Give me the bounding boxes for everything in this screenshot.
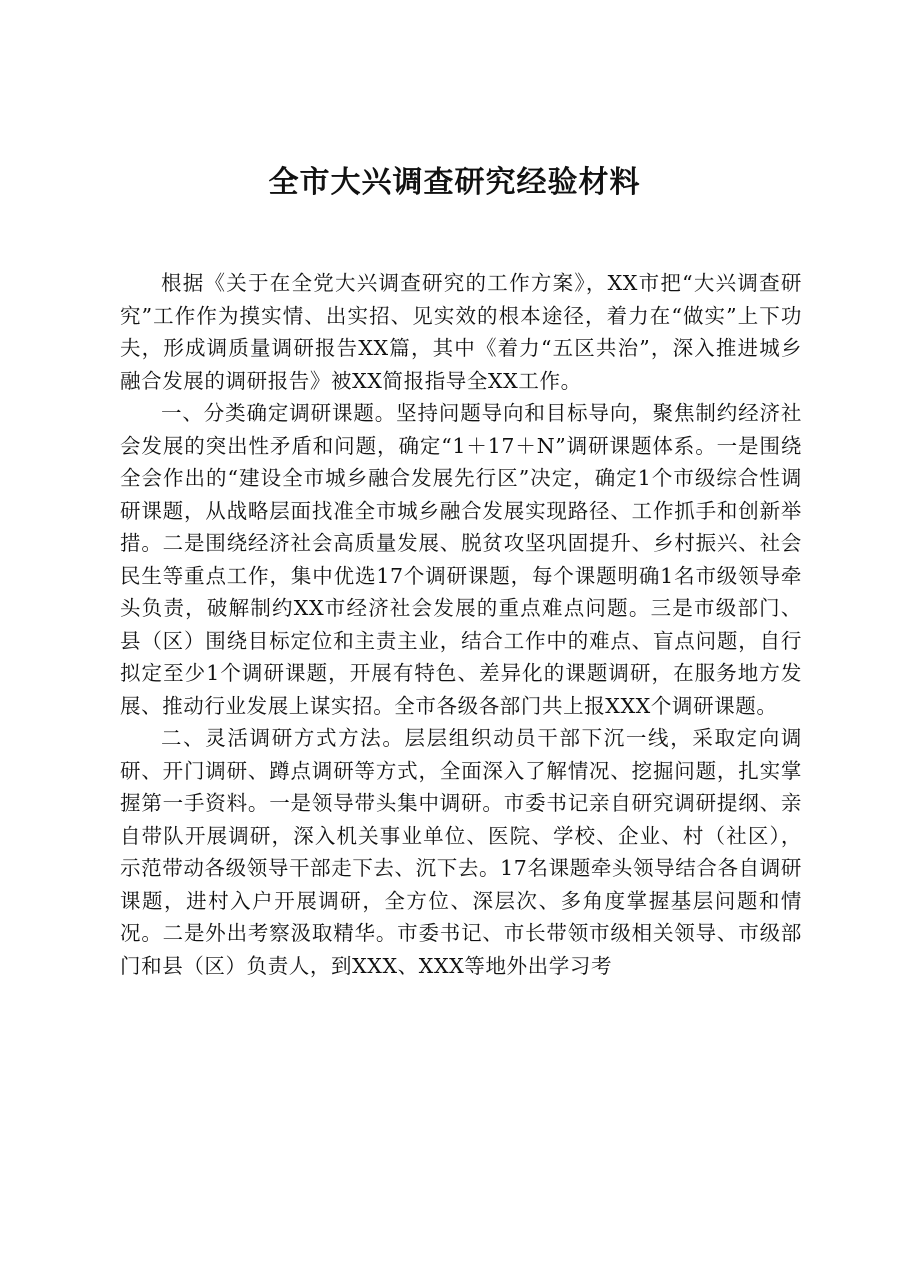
- paragraph-intro: 根据《关于在全党大兴调查研究的工作方案》，XX市把“大兴调查研究”工作作为摸实情、出实招、见实效的根本途径，着力在“做实”上下功夫，形成调质量调研报告XX篇，其中《着力“五区共治”，深入推进城乡融合发展的调研报告》被XX简报指导全XX工作。: [120, 271, 802, 393]
- paragraph-section-1: 一、分类确定调研课题。坚持问题导向和目标导向，聚焦制约经济社会发展的突出性矛盾和问题，确定“1＋17＋N”调研课题体系。一是围绕全会作出的“建设全市城乡融合发展先行区”决定，确定1个市级综合性调研课题，从战略层面找准全市城乡融合发展实现路径、工作抓手和创新举措。二是围绕经济社会高质量发展、脱贫攻坚巩固提升、乡村振兴、社会民生等重点工作，集中优选17个调研课题，每个课题明确1名市级领导牵头负责，破解制约XX市经济社会发展的重点难点问题。三是市级部门、县（区）围绕目标定位和主责主业，结合工作中的难点、盲点问题，自行拟定至少1个调研课题，开展有特色、差异化的课题调研，在服务地方发展、推动行业发展上谋实招。全市各级各部门共上报XXX个调研课题。: [120, 401, 802, 718]
- document-body: [120, 267, 802, 982]
- document-title: 全市大兴调查研究经验材料: [268, 165, 641, 200]
- paragraph-section-2: 二、灵活调研方式方法。层层组织动员干部下沉一线，采取定向调研、开门调研、蹲点调研等方式，全面深入了解情况、挖掘问题，扎实掌握第一手资料。一是领导带头集中调研。市委书记亲自研究调研提纲、亲自带队开展调研，深入机关事业单位、医院、学校、企业、村（社区），示范带动各级领导干部走下去、沉下去。17名课题牵头领导结合各自调研课题，进村入户开展调研，全方位、深层次、多角度掌握基层问题和情况。二是外出考察汲取精华。市委书记、市长带领市级相关领导、市级部门和县（区）负责人，到XXX、XXX等地外出学习考: [120, 726, 802, 978]
